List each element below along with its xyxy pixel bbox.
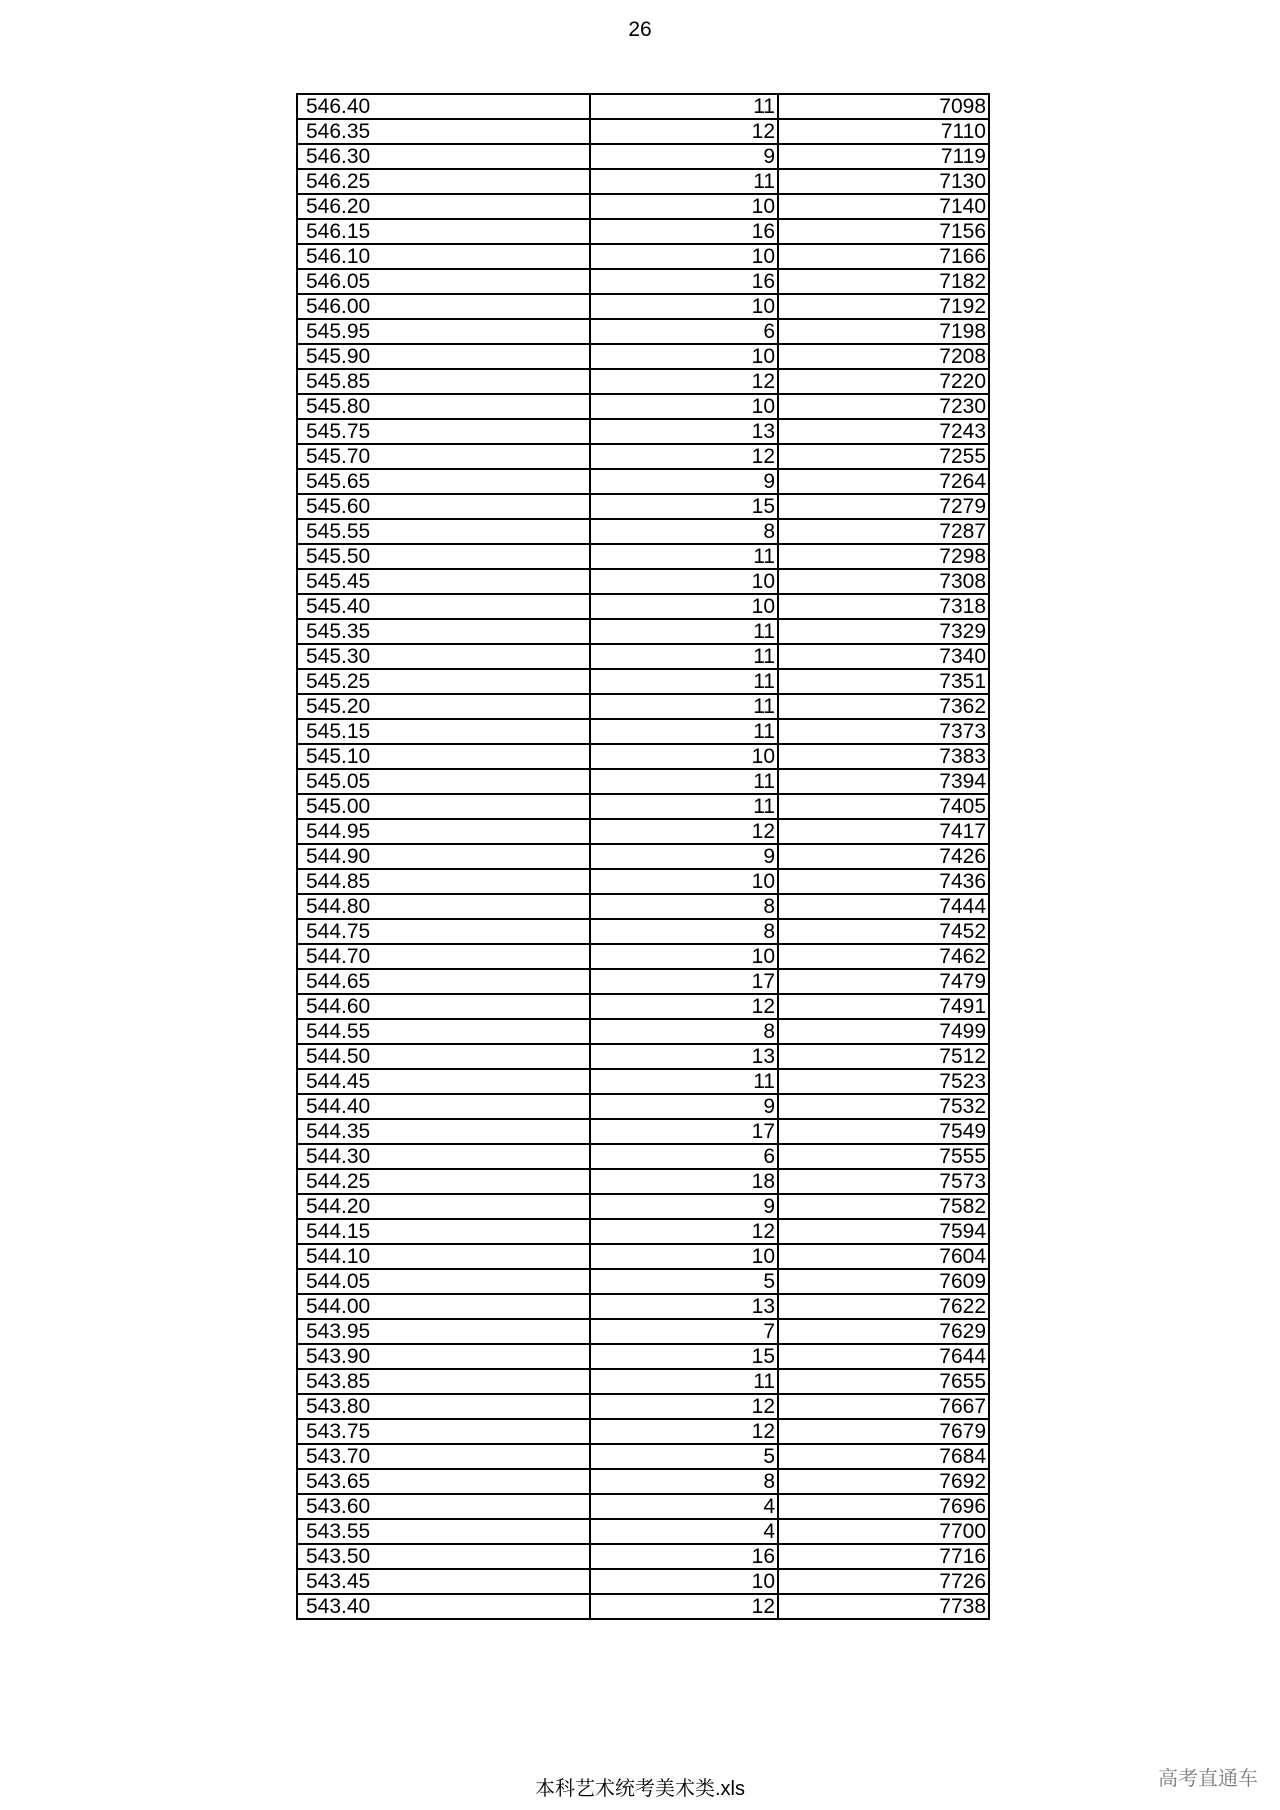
- score-cell: 546.25: [297, 169, 590, 194]
- count-cell: 7: [590, 1319, 778, 1344]
- cumulative-cell: 7444: [778, 894, 989, 919]
- cumulative-cell: 7655: [778, 1369, 989, 1394]
- cumulative-cell: 7700: [778, 1519, 989, 1544]
- cumulative-cell: 7192: [778, 294, 989, 319]
- score-cell: 545.55: [297, 519, 590, 544]
- score-cell: 546.05: [297, 269, 590, 294]
- count-cell: 10: [590, 594, 778, 619]
- count-cell: 11: [590, 1369, 778, 1394]
- page-number: 26: [628, 18, 652, 41]
- score-cell: 546.15: [297, 219, 590, 244]
- score-cell: 545.90: [297, 344, 590, 369]
- table-row: [297, 519, 989, 544]
- cumulative-cell: 7679: [778, 1419, 989, 1444]
- score-cell: 544.75: [297, 919, 590, 944]
- table-row: [297, 369, 989, 394]
- count-cell: 17: [590, 1119, 778, 1144]
- footer-filename: 本科艺术统考美术类.xls: [535, 1778, 745, 1800]
- cumulative-cell: 7629: [778, 1319, 989, 1344]
- count-cell: 12: [590, 1419, 778, 1444]
- score-cell: 544.40: [297, 1094, 590, 1119]
- table-row: [297, 919, 989, 944]
- count-cell: 11: [590, 794, 778, 819]
- count-cell: 12: [590, 1594, 778, 1619]
- count-cell: 9: [590, 1094, 778, 1119]
- score-cell: 545.65: [297, 469, 590, 494]
- count-cell: 12: [590, 444, 778, 469]
- table-row: [297, 844, 989, 869]
- table-row: [297, 269, 989, 294]
- cumulative-cell: 7512: [778, 1044, 989, 1069]
- table-row: [297, 119, 989, 144]
- count-cell: 6: [590, 1144, 778, 1169]
- score-cell: 544.60: [297, 994, 590, 1019]
- table-row: [297, 1119, 989, 1144]
- table-row: [297, 244, 989, 269]
- table-row: [297, 669, 989, 694]
- cumulative-cell: 7644: [778, 1344, 989, 1369]
- cumulative-cell: 7394: [778, 769, 989, 794]
- count-cell: 4: [590, 1519, 778, 1544]
- score-cell: 543.75: [297, 1419, 590, 1444]
- table-row: [297, 1469, 989, 1494]
- count-cell: 10: [590, 244, 778, 269]
- score-cell: 544.70: [297, 944, 590, 969]
- table-row: [297, 1394, 989, 1419]
- cumulative-cell: 7208: [778, 344, 989, 369]
- cumulative-cell: 7716: [778, 1544, 989, 1569]
- score-cell: 545.35: [297, 619, 590, 644]
- count-cell: 10: [590, 744, 778, 769]
- count-cell: 13: [590, 1044, 778, 1069]
- count-cell: 10: [590, 394, 778, 419]
- cumulative-cell: 7110: [778, 119, 989, 144]
- table-row: [297, 219, 989, 244]
- cumulative-cell: 7383: [778, 744, 989, 769]
- cumulative-cell: 7318: [778, 594, 989, 619]
- table-row: [297, 319, 989, 344]
- cumulative-cell: 7436: [778, 869, 989, 894]
- count-cell: 11: [590, 769, 778, 794]
- count-cell: 12: [590, 119, 778, 144]
- table-row: [297, 344, 989, 369]
- table-row: [297, 969, 989, 994]
- table-row: [297, 194, 989, 219]
- cumulative-cell: 7491: [778, 994, 989, 1019]
- score-cell: 545.25: [297, 669, 590, 694]
- score-cell: 544.55: [297, 1019, 590, 1044]
- count-cell: 6: [590, 319, 778, 344]
- score-cell: 543.65: [297, 1469, 590, 1494]
- table-row: [297, 1294, 989, 1319]
- count-cell: 12: [590, 1394, 778, 1419]
- table-row: [297, 1169, 989, 1194]
- count-cell: 10: [590, 944, 778, 969]
- table-row: [297, 794, 989, 819]
- count-cell: 5: [590, 1269, 778, 1294]
- cumulative-cell: 7182: [778, 269, 989, 294]
- cumulative-cell: 7549: [778, 1119, 989, 1144]
- cumulative-cell: 7499: [778, 1019, 989, 1044]
- table-row: [297, 1194, 989, 1219]
- table-row: [297, 994, 989, 1019]
- score-cell: 543.80: [297, 1394, 590, 1419]
- score-cell: 545.75: [297, 419, 590, 444]
- score-cell: 546.35: [297, 119, 590, 144]
- count-cell: 16: [590, 1544, 778, 1569]
- table-row: [297, 444, 989, 469]
- count-cell: 11: [590, 619, 778, 644]
- cumulative-cell: 7405: [778, 794, 989, 819]
- cumulative-cell: 7098: [778, 94, 989, 119]
- count-cell: 10: [590, 1244, 778, 1269]
- cumulative-cell: 7255: [778, 444, 989, 469]
- cumulative-cell: 7230: [778, 394, 989, 419]
- count-cell: 5: [590, 1444, 778, 1469]
- table-row: [297, 1144, 989, 1169]
- cumulative-cell: 7119: [778, 144, 989, 169]
- count-cell: 11: [590, 544, 778, 569]
- table-row: [297, 719, 989, 744]
- cumulative-cell: 7738: [778, 1594, 989, 1619]
- count-cell: 8: [590, 519, 778, 544]
- table-row: [297, 1569, 989, 1594]
- cumulative-cell: 7166: [778, 244, 989, 269]
- score-cell: 546.20: [297, 194, 590, 219]
- table-row: [297, 1419, 989, 1444]
- count-cell: 10: [590, 1569, 778, 1594]
- score-cell: 546.30: [297, 144, 590, 169]
- table-row: [297, 869, 989, 894]
- cumulative-cell: 7340: [778, 644, 989, 669]
- table-row: [297, 619, 989, 644]
- table-row: [297, 1244, 989, 1269]
- score-cell: 545.20: [297, 694, 590, 719]
- score-cell: 545.60: [297, 494, 590, 519]
- table-row: [297, 894, 989, 919]
- cumulative-cell: 7667: [778, 1394, 989, 1419]
- cumulative-cell: 7362: [778, 694, 989, 719]
- table-row: [297, 544, 989, 569]
- count-cell: 9: [590, 844, 778, 869]
- count-cell: 13: [590, 419, 778, 444]
- count-cell: 17: [590, 969, 778, 994]
- score-cell: 544.65: [297, 969, 590, 994]
- count-cell: 12: [590, 819, 778, 844]
- score-cell: 543.50: [297, 1544, 590, 1569]
- score-cell: 545.70: [297, 444, 590, 469]
- cumulative-cell: 7594: [778, 1219, 989, 1244]
- table-row: [297, 594, 989, 619]
- count-cell: 16: [590, 219, 778, 244]
- count-cell: 11: [590, 669, 778, 694]
- score-cell: 544.80: [297, 894, 590, 919]
- table-row: [297, 1094, 989, 1119]
- cumulative-cell: 7604: [778, 1244, 989, 1269]
- table-row: [297, 294, 989, 319]
- table-row: [297, 1069, 989, 1094]
- table-row: [297, 1494, 989, 1519]
- score-cell: 544.45: [297, 1069, 590, 1094]
- table-row: [297, 1319, 989, 1344]
- count-cell: 9: [590, 144, 778, 169]
- cumulative-cell: 7308: [778, 569, 989, 594]
- score-cell: 545.10: [297, 744, 590, 769]
- cumulative-cell: 7329: [778, 619, 989, 644]
- score-cell: 544.90: [297, 844, 590, 869]
- table-row: [297, 419, 989, 444]
- score-cell: 543.90: [297, 1344, 590, 1369]
- count-cell: 10: [590, 869, 778, 894]
- count-cell: 12: [590, 994, 778, 1019]
- cumulative-cell: 7243: [778, 419, 989, 444]
- table-row: [297, 1594, 989, 1619]
- count-cell: 13: [590, 1294, 778, 1319]
- table-row: [297, 769, 989, 794]
- score-cell: 543.45: [297, 1569, 590, 1594]
- count-cell: 10: [590, 294, 778, 319]
- count-cell: 12: [590, 369, 778, 394]
- score-cell: 545.40: [297, 594, 590, 619]
- count-cell: 16: [590, 269, 778, 294]
- count-cell: 9: [590, 469, 778, 494]
- table-body: [297, 94, 989, 1619]
- cumulative-cell: 7156: [778, 219, 989, 244]
- count-cell: 8: [590, 1469, 778, 1494]
- table-row: [297, 1019, 989, 1044]
- cumulative-cell: 7140: [778, 194, 989, 219]
- cumulative-cell: 7130: [778, 169, 989, 194]
- count-cell: 8: [590, 1019, 778, 1044]
- cumulative-cell: 7264: [778, 469, 989, 494]
- count-cell: 9: [590, 1194, 778, 1219]
- table-row: [297, 1269, 989, 1294]
- cumulative-cell: 7622: [778, 1294, 989, 1319]
- score-cell: 543.95: [297, 1319, 590, 1344]
- score-cell: 544.50: [297, 1044, 590, 1069]
- table-row: [297, 944, 989, 969]
- cumulative-cell: 7417: [778, 819, 989, 844]
- footer-brand: 高考直通车: [1158, 1768, 1258, 1790]
- table-row: [297, 644, 989, 669]
- score-cell: 545.45: [297, 569, 590, 594]
- score-cell: 544.00: [297, 1294, 590, 1319]
- count-cell: 4: [590, 1494, 778, 1519]
- score-cell: 545.30: [297, 644, 590, 669]
- count-cell: 10: [590, 194, 778, 219]
- table-row: [297, 144, 989, 169]
- count-cell: 10: [590, 344, 778, 369]
- cumulative-cell: 7426: [778, 844, 989, 869]
- cumulative-cell: 7452: [778, 919, 989, 944]
- score-cell: 544.10: [297, 1244, 590, 1269]
- cumulative-cell: 7220: [778, 369, 989, 394]
- table-row: [297, 169, 989, 194]
- count-cell: 11: [590, 694, 778, 719]
- cumulative-cell: 7555: [778, 1144, 989, 1169]
- score-cell: 543.60: [297, 1494, 590, 1519]
- score-cell: 544.05: [297, 1269, 590, 1294]
- table-row: [297, 1344, 989, 1369]
- cumulative-cell: 7479: [778, 969, 989, 994]
- cumulative-cell: 7198: [778, 319, 989, 344]
- table-row: [297, 1519, 989, 1544]
- cumulative-cell: 7373: [778, 719, 989, 744]
- score-cell: 543.85: [297, 1369, 590, 1394]
- score-distribution-table: [296, 93, 990, 1620]
- table-row: [297, 1444, 989, 1469]
- score-cell: 545.50: [297, 544, 590, 569]
- table-row: [297, 1369, 989, 1394]
- cumulative-cell: 7726: [778, 1569, 989, 1594]
- cumulative-cell: 7573: [778, 1169, 989, 1194]
- cumulative-cell: 7462: [778, 944, 989, 969]
- cumulative-cell: 7692: [778, 1469, 989, 1494]
- count-cell: 11: [590, 719, 778, 744]
- score-cell: 546.10: [297, 244, 590, 269]
- score-cell: 546.00: [297, 294, 590, 319]
- cumulative-cell: 7287: [778, 519, 989, 544]
- count-cell: 11: [590, 169, 778, 194]
- cumulative-cell: 7609: [778, 1269, 989, 1294]
- count-cell: 11: [590, 1069, 778, 1094]
- table-row: [297, 744, 989, 769]
- score-cell: 545.80: [297, 394, 590, 419]
- count-cell: 11: [590, 94, 778, 119]
- count-cell: 15: [590, 1344, 778, 1369]
- score-cell: 544.20: [297, 1194, 590, 1219]
- table-row: [297, 94, 989, 119]
- count-cell: 18: [590, 1169, 778, 1194]
- score-cell: 546.40: [297, 94, 590, 119]
- cumulative-cell: 7684: [778, 1444, 989, 1469]
- score-cell: 544.95: [297, 819, 590, 844]
- table-row: [297, 694, 989, 719]
- count-cell: 8: [590, 919, 778, 944]
- score-cell: 543.70: [297, 1444, 590, 1469]
- cumulative-cell: 7351: [778, 669, 989, 694]
- score-cell: 544.35: [297, 1119, 590, 1144]
- table-row: [297, 1219, 989, 1244]
- cumulative-cell: 7523: [778, 1069, 989, 1094]
- table-row: [297, 1044, 989, 1069]
- score-cell: 545.05: [297, 769, 590, 794]
- table-row: [297, 1544, 989, 1569]
- score-cell: 545.15: [297, 719, 590, 744]
- count-cell: 8: [590, 894, 778, 919]
- cumulative-cell: 7298: [778, 544, 989, 569]
- cumulative-cell: 7696: [778, 1494, 989, 1519]
- score-cell: 543.55: [297, 1519, 590, 1544]
- cumulative-cell: 7279: [778, 494, 989, 519]
- score-cell: 544.30: [297, 1144, 590, 1169]
- score-cell: 545.85: [297, 369, 590, 394]
- count-cell: 10: [590, 569, 778, 594]
- table-row: [297, 569, 989, 594]
- cumulative-cell: 7582: [778, 1194, 989, 1219]
- score-cell: 545.95: [297, 319, 590, 344]
- count-cell: 15: [590, 494, 778, 519]
- score-cell: 544.25: [297, 1169, 590, 1194]
- count-cell: 12: [590, 1219, 778, 1244]
- score-cell: 545.00: [297, 794, 590, 819]
- cumulative-cell: 7532: [778, 1094, 989, 1119]
- table-row: [297, 394, 989, 419]
- table-row: [297, 469, 989, 494]
- table-row: [297, 494, 989, 519]
- score-cell: 544.15: [297, 1219, 590, 1244]
- table-row: [297, 819, 989, 844]
- score-cell: 543.40: [297, 1594, 590, 1619]
- count-cell: 11: [590, 644, 778, 669]
- score-cell: 544.85: [297, 869, 590, 894]
